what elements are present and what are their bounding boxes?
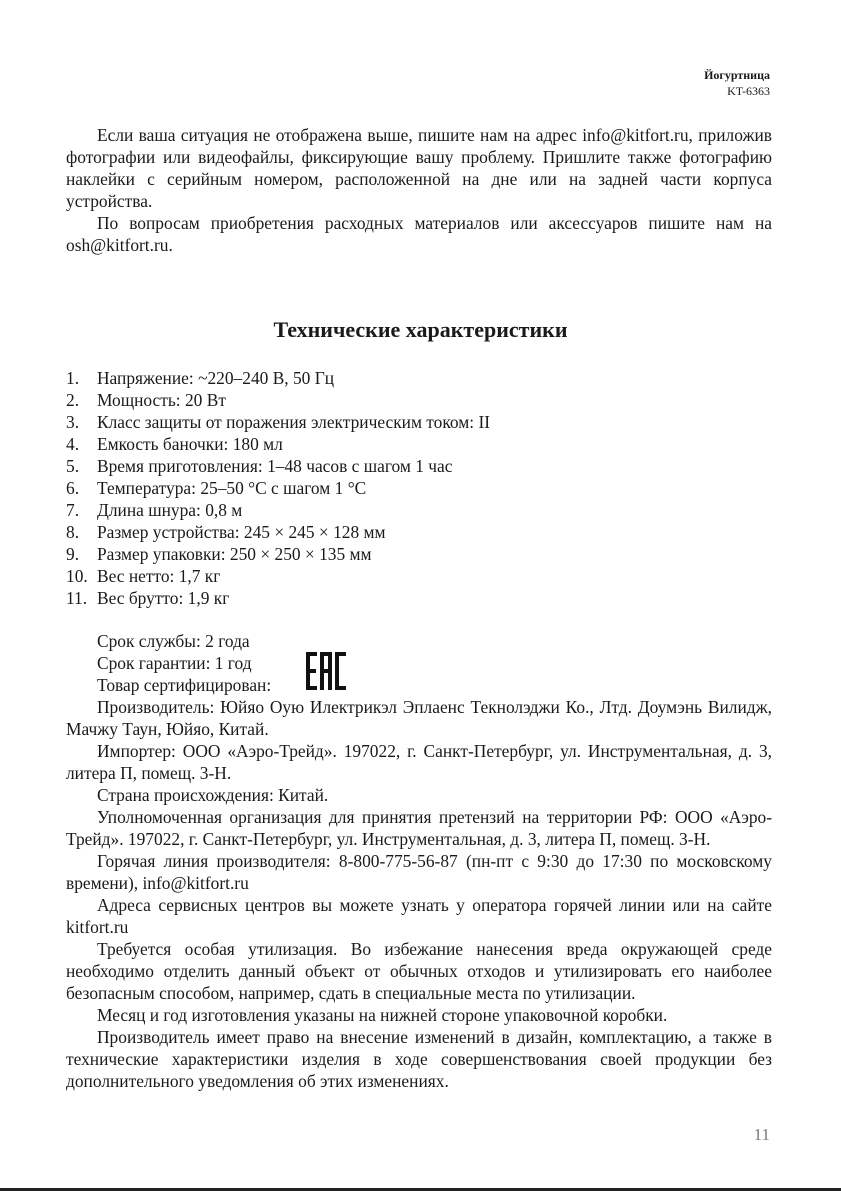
spec-item <box>66 521 490 543</box>
spec-text: Напряжение: ~220–240 В, 50 Гц <box>97 368 335 388</box>
info-paragraph: Импортер: ООО «Аэро-Трейд». 197022, г. Санкт-Петербург, ул. Инструментальная, д. 3, литера П, помещ. 3-Н. <box>66 741 772 783</box>
spec-number: 5. <box>66 456 80 476</box>
page-number: 11 <box>753 1125 770 1144</box>
info-paragraph: Уполномоченная организация для принятия претензий на территории РФ: ООО «Аэро-Трейд». 197022, г. Санкт-Петербург, ул. Инструментальная, д. 3, литера П, помещ. 3-Н. <box>66 807 772 849</box>
spec-text: Вес нетто: 1,7 кг <box>97 566 221 586</box>
spec-item <box>66 367 490 389</box>
spec-number: 7. <box>66 500 80 520</box>
manufacturer-info <box>66 696 772 1092</box>
spec-text: Длина шнура: 0,8 м <box>97 500 243 520</box>
spec-item <box>66 587 490 609</box>
spec-item <box>66 411 490 433</box>
section-title: Технические характеристики <box>273 317 568 342</box>
certification-label: Товар сертифицирован: <box>97 675 272 695</box>
spec-number: 6. <box>66 478 80 498</box>
model-number: KT-6363 <box>727 84 770 98</box>
info-paragraph: Месяц и год изготовления указаны на нижней стороне упаковочной коробки. <box>97 1005 668 1025</box>
info-paragraph: Горячая линия производителя: 8-800-775-56-87 (пн-пт с 9:30 до 17:30 по московскому времени), info@kitfort.ru <box>66 851 772 893</box>
spec-number: 4. <box>66 434 80 454</box>
info-paragraph: Производитель имеет право на внесение изменений в дизайн, комплектацию, а также в технические характеристики изделия в ходе совершенствования своей продукции без дополнительного уведомления об этих изменениях. <box>66 1027 772 1091</box>
spec-item <box>66 477 490 499</box>
info-paragraph: Требуется особая утилизация. Во избежание нанесения вреда окружающей среде необходимо отделить данный объект от обычных отходов и утилизировать его наиболее безопасным способом, например, сдать в специальные места по утилизации. <box>66 939 772 1003</box>
spec-text: Размер упаковки: 250 × 250 × 135 мм <box>97 544 372 564</box>
spec-text: Мощность: 20 Вт <box>97 390 226 410</box>
info-paragraph: Страна происхождения: Китай. <box>97 785 329 805</box>
intro-paragraph: Если ваша ситуация не отображена выше, пишите нам на адрес info@kitfort.ru, приложив фотографии или видеофайлы, фиксирующие вашу проблему. Пришлите также фотографию наклейки с серийным номером, расположенной на дне или на задней части корпуса устройства. <box>66 125 772 211</box>
spec-text: Время приготовления: 1–48 часов с шагом 1 час <box>97 456 453 476</box>
service-life: Срок службы: 2 года <box>97 631 250 651</box>
spec-item <box>66 499 490 521</box>
spec-text: Температура: 25–50 °С с шагом 1 °С <box>97 478 367 498</box>
specs-list <box>66 367 490 609</box>
spec-number: 9. <box>66 544 80 564</box>
warranty-period: Срок гарантии: 1 год <box>97 653 252 673</box>
spec-item <box>66 389 490 411</box>
spec-number: 10. <box>66 566 88 586</box>
spec-number: 2. <box>66 390 80 410</box>
spec-number: 1. <box>66 368 80 388</box>
spec-number: 8. <box>66 522 80 542</box>
spec-item <box>66 565 490 587</box>
info-paragraph: Адреса сервисных центров вы можете узнать у оператора горячей линии или на сайте kitfort.ru <box>66 895 772 937</box>
spec-text: Размер устройства: 245 × 245 × 128 мм <box>97 522 386 542</box>
product-name: Йогуртница <box>704 68 770 82</box>
spec-text: Емкость баночки: 180 мл <box>97 434 283 454</box>
intro-section <box>66 124 772 256</box>
info-paragraph: Производитель: Юйяо Оую Илектрикэл Эплаенс Текнолэджи Ко., Лтд. Доумэнь Вилидж, Мачжу Таун, Юйяо, Китай. <box>66 697 772 739</box>
intro-paragraph: По вопросам приобретения расходных материалов или аксессуаров пишите нам на osh@kitfort.ru. <box>66 213 772 255</box>
spec-number: 3. <box>66 412 80 432</box>
spec-text: Класс защиты от поражения электрическим током: II <box>97 412 491 432</box>
spec-number: 11. <box>66 588 88 608</box>
page-header <box>704 67 770 99</box>
spec-item <box>66 455 490 477</box>
spec-item <box>66 433 490 455</box>
service-info <box>66 630 772 696</box>
spec-text: Вес брутто: 1,9 кг <box>97 588 230 608</box>
eac-mark-icon <box>306 652 346 690</box>
spec-item <box>66 543 490 565</box>
